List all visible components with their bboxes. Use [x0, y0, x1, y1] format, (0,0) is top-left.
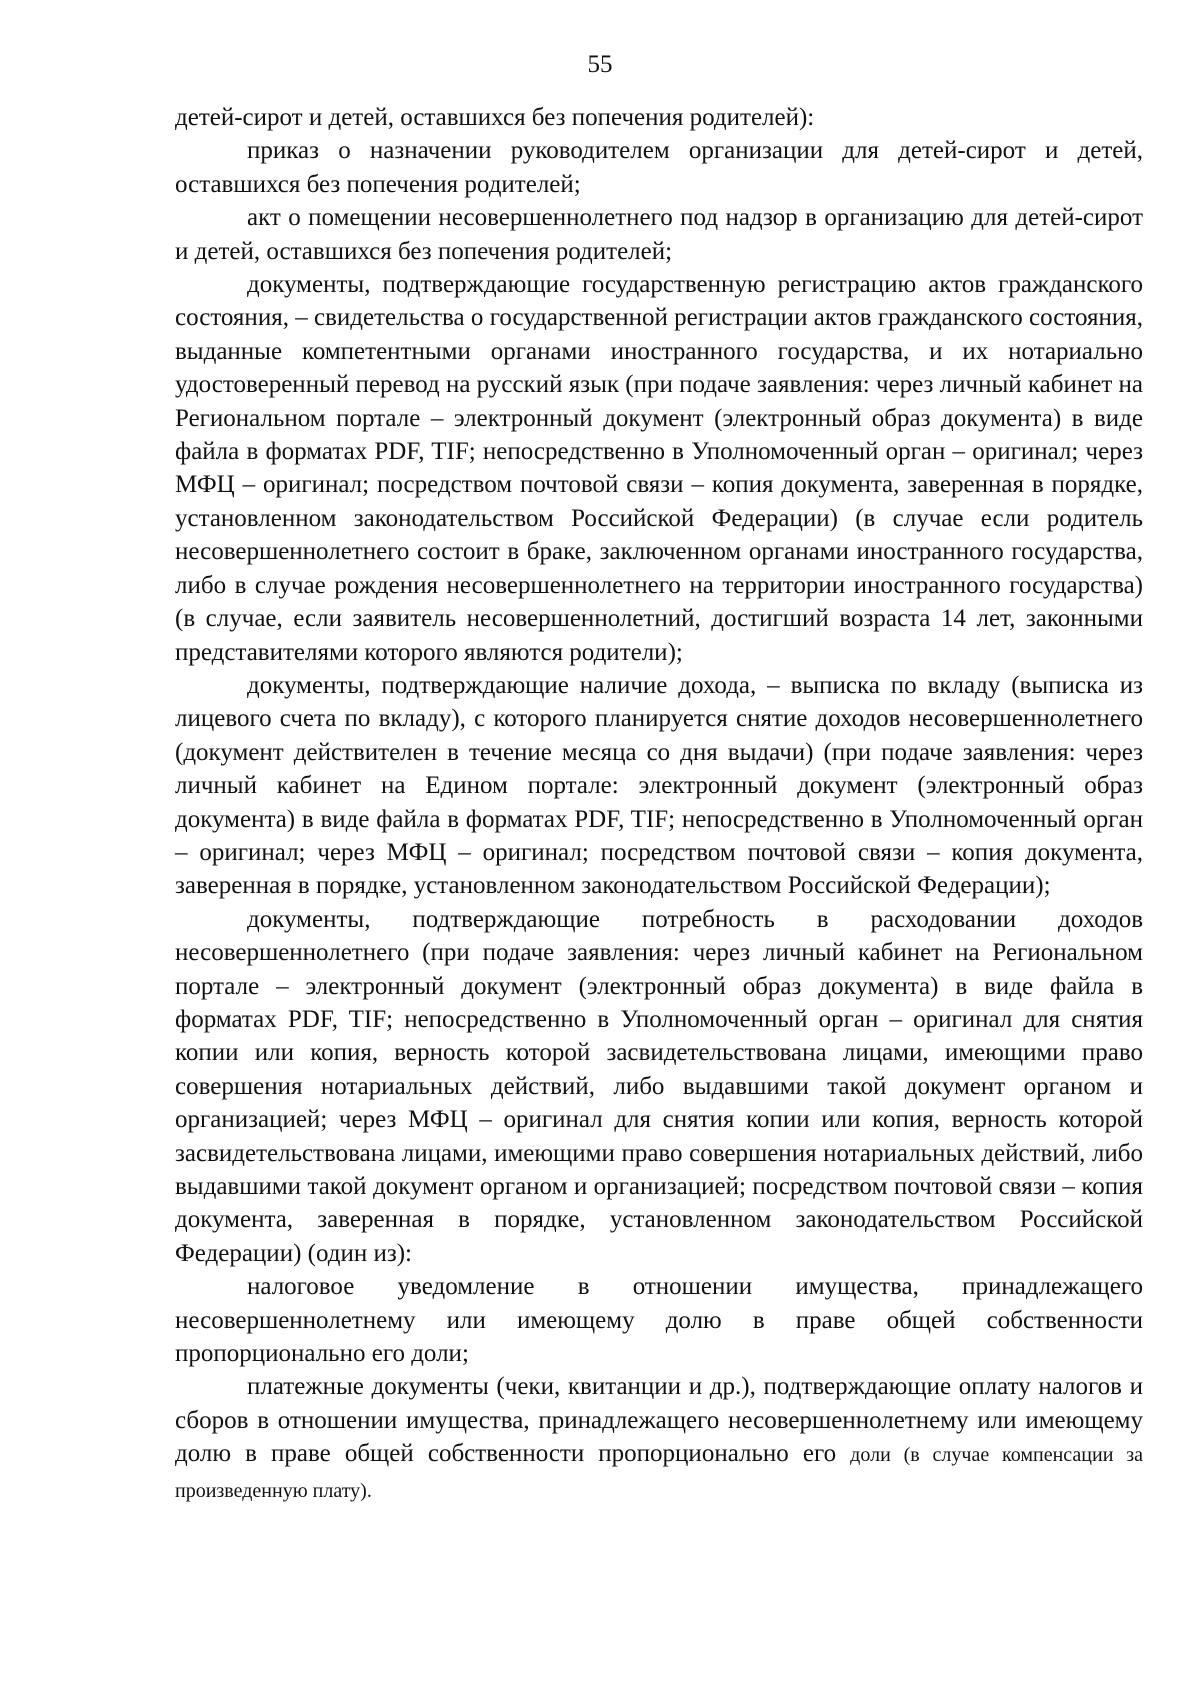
- paragraph-order-appointment: приказ о назначении руководителем организации для детей-сирот и детей, оставшихся без попечения родителей;: [175, 137, 1143, 198]
- paragraph-supervision-act: акт о помещении несовершеннолетнего под надзор в организацию для детей-сирот и детей, оставшихся без попечения родителей;: [175, 204, 1143, 265]
- paragraph-continuation: детей-сирот и детей, оставшихся без попечения родителей):: [175, 104, 815, 131]
- payment-documents-tail: доли (в случае компенсации за произведенную плату).: [175, 1444, 1144, 1502]
- paragraph-tax-notice: налоговое уведомление в отношении имущества, принадлежащего несовершеннолетнему или имеющему долю в праве общей собственности пропорционально его доли;: [175, 1273, 1143, 1368]
- paragraph-income-documents: документы, подтверждающие наличие дохода, – выписка по вкладу (выписка из лицевого счета по вкладу), с которого планируется снятие доходов несовершеннолетнего (документ действителен в течение месяца со дня выдачи) (при подаче заявления: через личный кабинет на Едином портале: электронный документ (электронный образ документа) в виде файла в форматах PDF, TIF; непосредственно в Уполномоченный орган – оригинал; через МФЦ – оригинал; посредством почтовой связи – копия документа, заверенная в порядке, установленном законодательством Российской Федерации);: [175, 671, 1143, 900]
- payment-documents-text: платежные документы (чеки, квитанции и др.), подтверждающие оплату налогов и сборов в отношении имущества, принадлежащего несовершеннолетнему или имеющему долю в праве общей собственности пропорционально его: [175, 1373, 1143, 1468]
- paragraph-civil-registration-documents: документы, подтверждающие государственную регистрацию актов гражданского состояния, – свидетельства о государственной регистрации актов гражданского состояния, выданные компетентными органами иностранного государства, и их нотариально удостоверенный перевод на русский язык (при подаче заявления: через личный кабинет на Региональном портале – электронный документ (электронный образ документа) в виде файла в форматах PDF, TIF; непосредственно в Уполномоченный орган – оригинал; через МФЦ – оригинал; посредством почтовой связи – копия документа, заверенная в порядке, установленном законодательством Российской Федерации) (в случае если родитель несовершеннолетнего состоит в браке, заключенном органами иностранного государства, либо в случае рождения несовершеннолетнего на территории иностранного государства) (в случае, если заявитель несовершеннолетний, достигший возраста 14 лет, законными представителями которого являются родители);: [175, 271, 1143, 666]
- page-content: [175, 101, 1143, 1508]
- paragraph-expense-need-documents: документы, подтверждающие потребность в расходовании доходов несовершеннолетнего (при подаче заявления: через личный кабинет на Региональном портале – электронный документ (электронный образ документа) в виде файла в форматах PDF, TIF; непосредственно в Уполномоченный орган – оригинал для снятия копии или копия, верность которой засвидетельствована лицами, имеющими право совершения нотариальных действий, либо выдавшими такой документ органом и организацией; через МФЦ – оригинал для снятия копии или копия, верность которой засвидетельствована лицами, имеющими право совершения нотариальных действий, либо выдавшими такой документ органом и организацией; посредством почтовой связи – копия документа, заверенная в порядке, установленном законодательством Российской Федерации) (один из):: [175, 905, 1143, 1267]
- paragraph-payment-documents: [175, 1370, 1143, 1508]
- page-number: 55: [587, 51, 613, 78]
